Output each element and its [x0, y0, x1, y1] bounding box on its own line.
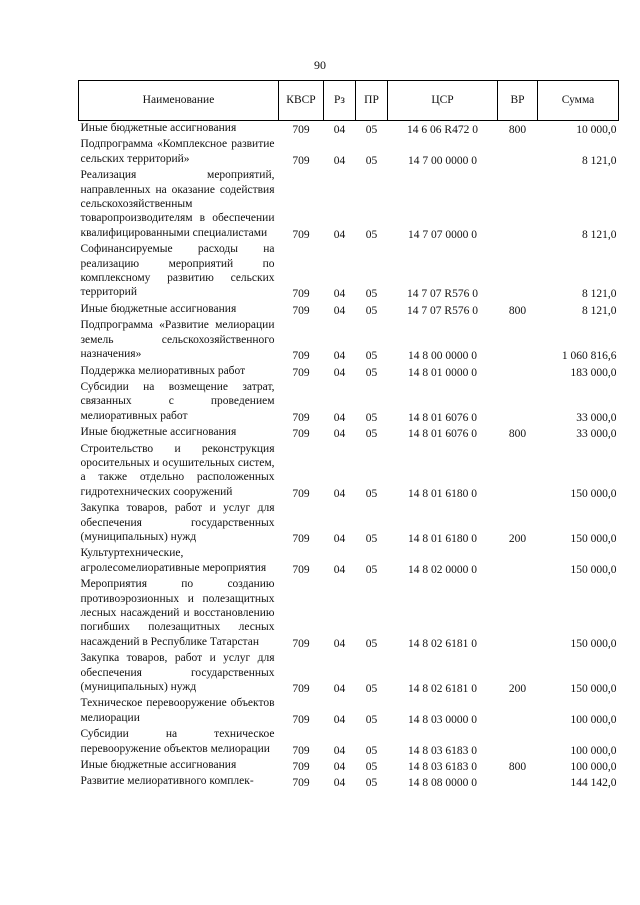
row-name: Иные бюджетные ассигнования	[80, 122, 237, 134]
row-kvsr: 709	[292, 411, 310, 424]
row-rz: 04	[333, 411, 346, 424]
row-csr: 14 8 03 0000 0	[408, 713, 477, 726]
row-kvsr: 709	[292, 154, 310, 167]
row-sum: 100 000,0	[570, 761, 617, 774]
row-name: Культуртехнические, агролесомелиоративные мероприятия	[80, 547, 267, 574]
row-name: Иные бюджетные ассигнования	[80, 759, 237, 772]
header-rz: Рз	[324, 81, 356, 121]
row-csr: 14 7 00 0000 0	[408, 154, 477, 167]
table-header-row	[79, 81, 619, 121]
row-vr	[498, 727, 538, 758]
row-rz: 04	[333, 713, 346, 726]
row-pr: 05	[365, 288, 378, 301]
row-sum: 33 000,0	[576, 428, 617, 441]
row-pr: 05	[365, 744, 378, 757]
row-pr: 05	[365, 532, 378, 545]
row-kvsr: 709	[292, 761, 310, 774]
table-row	[79, 121, 619, 138]
row-kvsr: 709	[292, 304, 310, 317]
table-row	[79, 364, 619, 380]
table-row	[79, 242, 619, 302]
row-name: Иные бюджетные ассигнования	[80, 302, 237, 315]
table-row	[79, 380, 619, 425]
row-kvsr: 709	[292, 124, 310, 136]
row-name: Иные бюджетные ассигнования	[80, 426, 237, 439]
row-vr	[498, 696, 538, 727]
row-csr: 14 7 07 0000 0	[408, 228, 477, 241]
row-rz: 04	[333, 350, 346, 363]
row-kvsr: 709	[292, 637, 310, 650]
row-vr: 800	[508, 304, 527, 317]
table-row	[79, 696, 619, 727]
row-pr: 05	[365, 563, 378, 576]
row-name: Субсидии на возмещение затрат, связанных с проведением мелиоративных работ	[80, 380, 275, 422]
row-rz: 04	[333, 563, 346, 576]
row-sum: 183 000,0	[570, 366, 617, 379]
row-vr	[498, 168, 538, 242]
row-sum: 8 121,0	[582, 228, 617, 241]
row-csr: 14 8 00 0000 0	[408, 350, 477, 363]
row-pr: 05	[365, 637, 378, 650]
row-kvsr: 709	[292, 744, 310, 757]
row-vr	[498, 242, 538, 302]
row-vr: 200	[508, 532, 527, 545]
row-rz: 04	[333, 428, 346, 441]
row-name: Поддержка мелиоративных работ	[80, 364, 246, 377]
row-pr: 05	[365, 228, 378, 241]
table-row	[79, 774, 619, 790]
row-kvsr: 709	[292, 288, 310, 301]
row-pr: 05	[365, 487, 378, 500]
row-vr: 800	[508, 124, 527, 136]
row-csr: 14 6 06 R472 0	[407, 124, 478, 136]
table-row	[79, 577, 619, 651]
row-sum: 8 121,0	[582, 154, 617, 167]
row-name: Мероприятия по созданию противоэрозионных и полезащитных лесных насаждений и восстановлению погибших полезащитных лесных насаждений в Республике Татарстан	[80, 578, 275, 648]
row-csr: 14 8 01 0000 0	[408, 366, 477, 379]
row-rz: 04	[333, 637, 346, 650]
row-vr	[498, 546, 538, 577]
row-csr: 14 8 01 6076 0	[408, 411, 477, 424]
row-kvsr: 709	[292, 777, 310, 790]
table-row	[79, 442, 619, 502]
row-sum: 150 000,0	[570, 563, 617, 576]
row-csr: 14 7 07 R576 0	[407, 288, 478, 301]
row-sum: 33 000,0	[576, 411, 617, 424]
row-sum: 150 000,0	[570, 637, 617, 650]
row-rz: 04	[333, 683, 346, 696]
row-rz: 04	[333, 304, 346, 317]
row-kvsr: 709	[292, 532, 310, 545]
table-row	[79, 546, 619, 577]
table-row	[79, 168, 619, 242]
row-rz: 04	[333, 532, 346, 545]
row-pr: 05	[365, 304, 378, 317]
row-kvsr: 709	[292, 228, 310, 241]
row-sum: 8 121,0	[582, 288, 617, 301]
row-name: Развитие мелиоративного комплек-	[80, 775, 254, 788]
row-name: Техническое перевооружение объектов мелиорации	[80, 697, 275, 724]
row-csr: 14 8 01 6076 0	[408, 428, 477, 441]
row-vr	[498, 774, 538, 790]
row-rz: 04	[333, 744, 346, 757]
row-kvsr: 709	[292, 713, 310, 726]
row-sum: 100 000,0	[570, 744, 617, 757]
table-row	[79, 302, 619, 318]
row-rz: 04	[333, 761, 346, 774]
row-vr	[498, 364, 538, 380]
row-csr: 14 8 01 6180 0	[408, 487, 477, 500]
row-kvsr: 709	[292, 350, 310, 363]
row-pr: 05	[365, 350, 378, 363]
header-vr: ВР	[498, 81, 538, 121]
row-csr: 14 7 07 R576 0	[407, 304, 478, 317]
row-vr	[498, 318, 538, 363]
row-sum: 150 000,0	[570, 487, 617, 500]
row-pr: 05	[365, 366, 378, 379]
row-pr: 05	[365, 411, 378, 424]
row-name: Реализация мероприятий, направленных на оказание содействия сельскохозяйственным товаропроизводителям в обеспечении квалифицированными специалистами	[80, 169, 275, 239]
row-vr	[498, 442, 538, 502]
row-kvsr: 709	[292, 487, 310, 500]
row-vr: 800	[508, 428, 527, 441]
row-kvsr: 709	[292, 683, 310, 696]
row-sum: 100 000,0	[570, 713, 617, 726]
row-csr: 14 8 02 0000 0	[408, 563, 477, 576]
row-rz: 04	[333, 154, 346, 167]
table-row	[79, 727, 619, 758]
row-sum: 150 000,0	[570, 532, 617, 545]
row-name: Строительство и реконструкция оросительных и осушительных систем, а также отдельно расположенных гидротехнических сооружений	[80, 442, 275, 498]
row-name: Подпрограмма «Комплексное развитие сельских территорий»	[80, 138, 275, 165]
row-csr: 14 8 08 0000 0	[408, 777, 477, 790]
row-csr: 14 8 03 6183 0	[408, 744, 477, 757]
row-kvsr: 709	[292, 428, 310, 441]
row-pr: 05	[365, 761, 378, 774]
row-name: Субсидии на техническое перевооружение объектов мелиорации	[80, 728, 275, 755]
row-pr: 05	[365, 713, 378, 726]
row-pr: 05	[365, 124, 378, 136]
budget-table	[78, 80, 619, 791]
table-row	[79, 318, 619, 363]
header-name: Наименование	[79, 81, 279, 121]
row-csr: 14 8 02 6181 0	[408, 637, 477, 650]
row-sum: 150 000,0	[570, 683, 617, 696]
table-row	[79, 425, 619, 441]
header-pr: ПР	[356, 81, 388, 121]
page-number: 90	[314, 58, 326, 72]
row-csr: 14 8 03 6183 0	[408, 761, 477, 774]
row-name: Закупка товаров, работ и услуг для обеспечения государственных (муниципальных) нужд	[80, 502, 275, 543]
table-row	[79, 501, 619, 546]
row-csr: 14 8 01 6180 0	[408, 532, 477, 545]
row-rz: 04	[333, 124, 346, 136]
row-vr: 800	[508, 761, 527, 774]
row-pr: 05	[365, 428, 378, 441]
table-row	[79, 758, 619, 774]
header-csr: ЦСР	[388, 81, 498, 121]
row-vr	[498, 577, 538, 651]
row-kvsr: 709	[292, 563, 310, 576]
row-vr	[498, 137, 538, 168]
row-name: Софинансируемые расходы на реализацию мероприятий по комплексному развитию сельских территорий	[80, 243, 275, 299]
row-vr	[498, 380, 538, 425]
row-rz: 04	[333, 777, 346, 790]
row-sum: 1 060 816,6	[561, 350, 617, 363]
row-csr: 14 8 02 6181 0	[408, 683, 477, 696]
row-kvsr: 709	[292, 366, 310, 379]
row-sum: 10 000,0	[576, 124, 617, 136]
row-name: Закупка товаров, работ и услуг для обеспечения государственных (муниципальных) нужд	[80, 652, 275, 694]
table-row	[79, 137, 619, 168]
table-row	[79, 651, 619, 696]
row-pr: 05	[365, 154, 378, 167]
row-vr: 200	[508, 683, 527, 696]
row-rz: 04	[333, 288, 346, 301]
row-rz: 04	[333, 366, 346, 379]
row-sum: 8 121,0	[582, 304, 617, 317]
row-name: Подпрограмма «Развитие мелиорации земель сельскохозяйственного назначения»	[80, 319, 275, 361]
row-rz: 04	[333, 487, 346, 500]
header-sum: Сумма	[538, 81, 619, 121]
row-pr: 05	[365, 683, 378, 696]
row-rz: 04	[333, 228, 346, 241]
row-pr: 05	[365, 777, 378, 790]
header-kvsr: КВСР	[279, 81, 324, 121]
row-sum: 144 142,0	[570, 777, 617, 790]
